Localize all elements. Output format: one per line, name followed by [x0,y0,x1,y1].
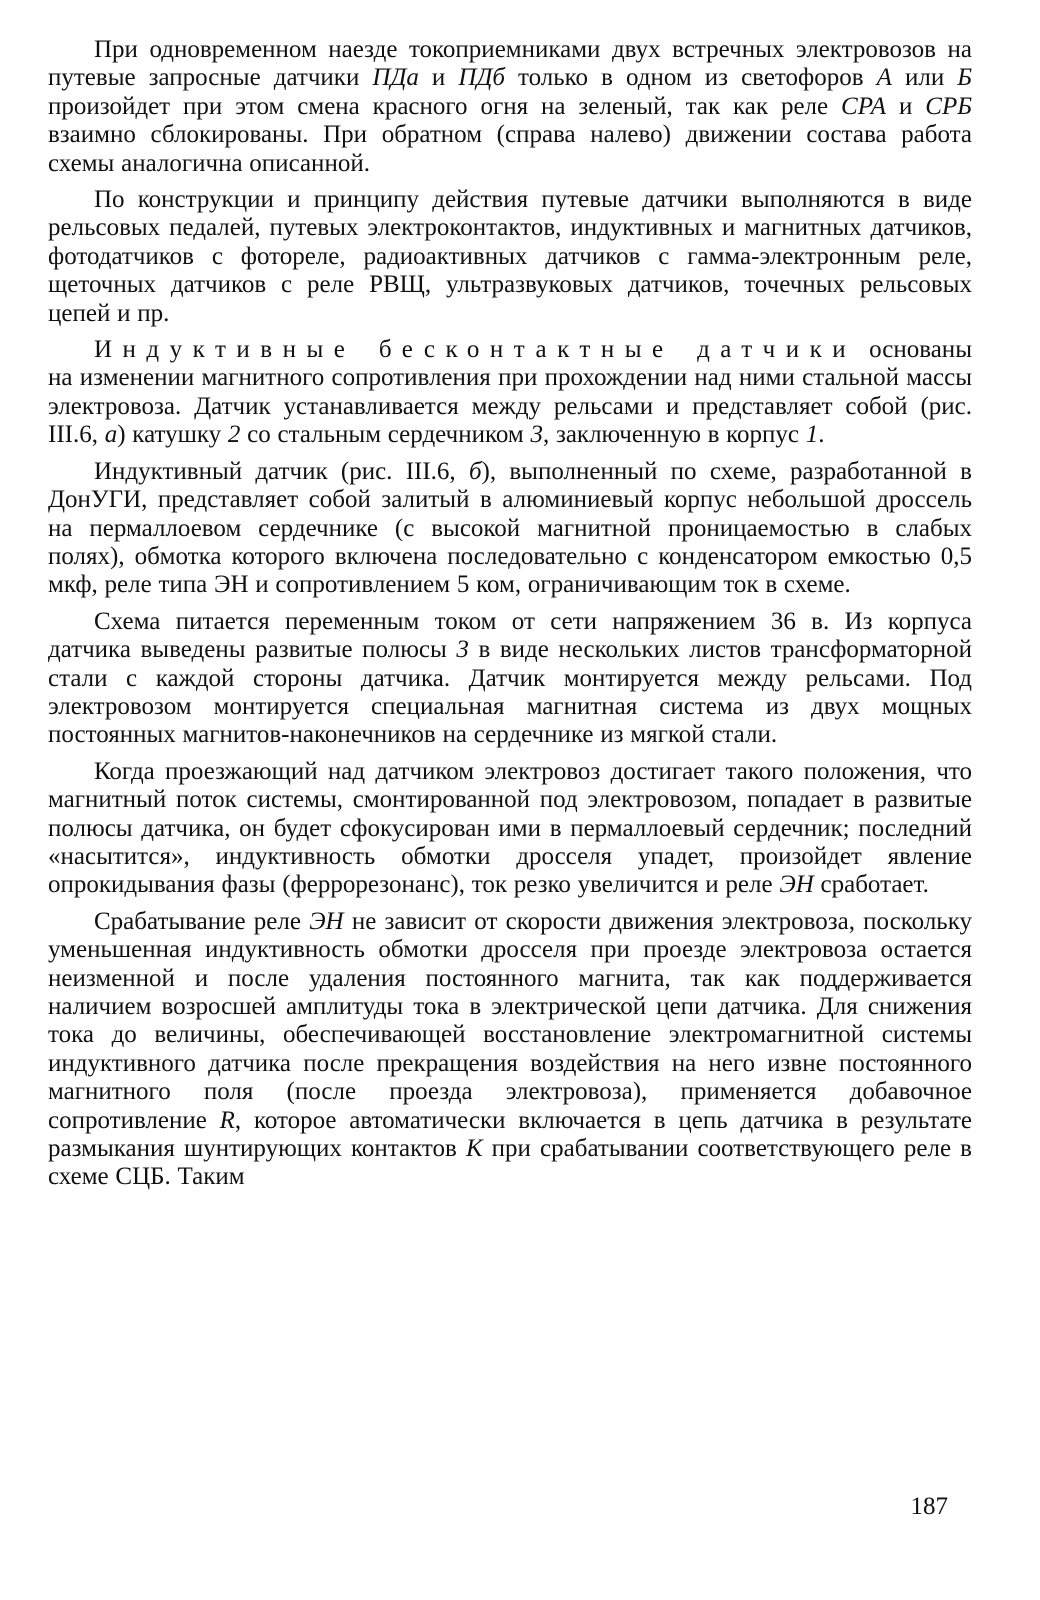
italic-run: СРБ [925,92,972,120]
text-run: При одновременном наезде токоприемниками двух встречных электровозов на путевые запросные датчики [48,36,972,92]
text-run: Схема питается переменным током от сети напряжением 36 в. Из корпуса датчика выведены развитые полюсы [48,607,972,664]
italic-run: ПДб [458,64,505,92]
paragraph-3 [48,336,972,450]
text-run: Срабатывание реле [94,907,310,935]
paragraph-6 [48,758,972,900]
text-run: и [886,92,926,120]
italic-run: 2 [227,421,241,449]
text-run: ) катушку [117,421,228,449]
paragraph-7 [48,908,972,1192]
italic-run: б [468,457,482,485]
text-run: не зависит от скорости движения электровоза, поскольку уменьшенная индуктивность обмотки дросселя при проезде электровоза остается неизменной и после удаления постоянного магнита, так как поддерживается наличием возросшей амплитуды тока в электрической цепи датчика. Для снижения тока до величины, обеспечивающей восстановление электромагнитной системы индуктивного датчика после прекращения воздействия на него извне постоянного магнитного поля (после проезда электровоза), применяется добавочное сопротивление [48,907,972,1134]
text-run: при срабатывании соответствующего реле в схеме СЦБ. Таким [48,1135,972,1191]
italic-run: ЭН [779,871,814,899]
spaced-heading-run: Индуктивные бесконтактные датчики [94,336,857,364]
text-run: ), выполненный по схеме, разработанной в ДонУГИ, представляет собой залитый в алюминиевый корпус небольшой дроссель на пермаллоевом сердечнике (с высокой магнитной проницаемостью в слабых полях), обмотка которого включена последовательно с конденсатором емкостью 0,5 мкф, реле типа ЭН и сопротивлением 5 ком, ограничивающим ток в схеме. [48,457,972,599]
italic-run: а [104,421,118,449]
text-run: основаны на изменении магнитного сопротивления при прохождении над ними стальной массы электровоза. Датчик устанавливается между рельсами и представляет собой (рис. III.6, [48,336,972,449]
text-run: произойдет при этом смена красного огня на зеленый, так как реле [48,92,842,120]
text-run: взаимно сблокированы. При обратном (справа налево) движении состава работа схемы аналогична описанной. [48,121,972,177]
paragraph-4 [48,458,972,600]
italic-run: ЭН [309,907,344,935]
text-run: в виде нескольких листов трансформаторной стали с каждой стороны датчика. Датчик монтируется между рельсами. Под электровозом монтируется специальная магнитная система из двух мощных постоянных магнитов-наконечников на сердечнике из мягкой стали. [48,636,972,749]
italic-run: 1 [805,421,819,449]
text-run: или [891,64,958,92]
italic-run: А [876,64,892,92]
text-run: со стальным сердечником [240,421,531,449]
text-run: только в одном из светофоров [504,64,877,92]
paragraph-2 [48,186,972,328]
italic-run: 3 [456,636,469,664]
paragraph-5 [48,608,972,750]
text-run: и [418,64,459,92]
text-run: Когда проезжающий над датчиком электровоз достигает такого положения, что магнитный поток системы, смонтированной под электровозом, попадает в развитые полюсы датчика, он будет сфокусирован ими в пермаллоевый сердечник; последний «насытится», индуктивность обмотки дросселя упадет, произойдет явление опрокидывания фазы (феррорезонанс), ток резко увеличится и реле [48,757,972,899]
italic-run: 3 [530,421,543,449]
text-run: , заключенную в корпус [542,421,806,449]
text-run: , которое автоматически включается в цепь датчика в результате размыкания шунтирующих контактов [48,1106,972,1163]
text-run: По конструкции и принципу действия путевые датчики выполняются в виде рельсовых педалей, путевых электроконтактов, индуктивных и магнитных датчиков, фотодатчиков с фотореле, радиоактивных датчиков с гамма-электронным реле, щеточных датчиков с реле РВЩ, ультразвуковых датчиков, точечных рельсовых цепей и пр. [48,186,972,327]
text-run: . [818,421,825,449]
page-body [48,36,972,1200]
italic-run: К [465,1135,483,1163]
italic-run: R [219,1106,235,1134]
text-run: Индуктивный датчик (рис. III.6, [94,457,469,485]
italic-run: Б [957,64,973,92]
text-run: сработает. [813,871,929,899]
page-number: 187 [910,1493,948,1520]
paragraph-1 [48,36,972,178]
italic-run: СРА [841,92,887,120]
italic-run: ПДа [372,64,419,92]
